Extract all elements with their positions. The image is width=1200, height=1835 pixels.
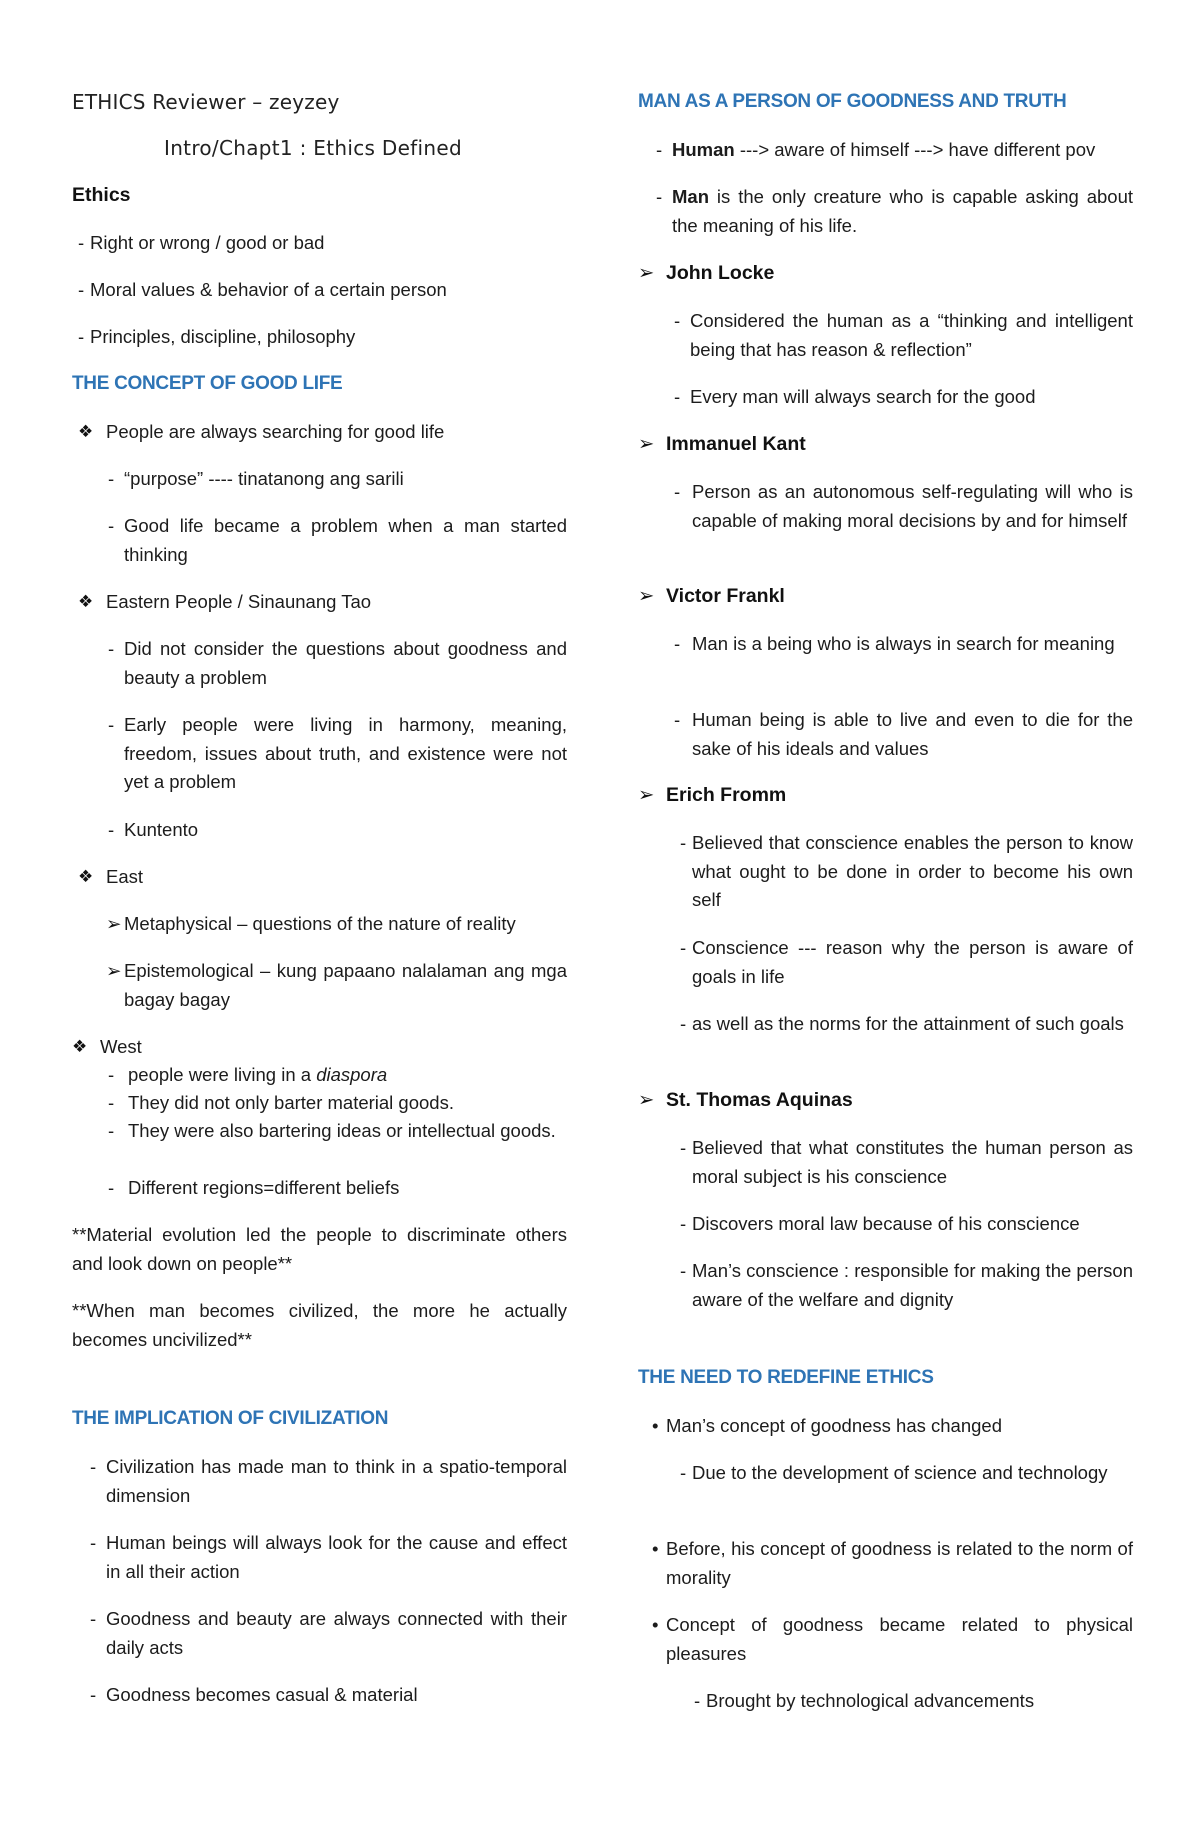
dash-marker: - — [656, 139, 663, 160]
dash-marker: - — [680, 1013, 687, 1034]
list-item: - Human ---> aware of himself ---> have different pov — [672, 136, 1133, 165]
dash-marker: - — [108, 1177, 115, 1198]
bullet-dot-icon: • — [652, 1614, 659, 1635]
heading-civilization: THE IMPLICATION OF CIVILIZATION — [72, 1408, 389, 1429]
diamond-bullet-icon: ❖ — [78, 592, 94, 611]
dash-marker: - — [108, 1120, 115, 1141]
arrow-bullet-icon: ➢ — [638, 433, 655, 455]
diamond-bullet-item: ❖ People are always searching for good life — [106, 418, 567, 447]
dash-marker: - — [108, 515, 115, 536]
philosopher-heading: ➢ John Locke — [666, 259, 1133, 288]
list-item: - Man’s conscience : responsible for making the person aware of the welfare and dignity — [692, 1257, 1133, 1314]
bullet-dot-icon: • — [652, 1415, 659, 1436]
heading-person-goodness-truth: MAN AS A PERSON OF GOODNESS AND TRUTH — [638, 91, 1067, 112]
list-item: - Civilization has made man to think in a spatio-temporal dimension — [106, 1453, 567, 1510]
dash-marker: - — [108, 714, 115, 735]
heading-good-life: THE CONCEPT OF GOOD LIFE — [72, 373, 343, 394]
list-item: - Believed that conscience enables the person to know what ought to be done in order to become his own self — [692, 829, 1133, 915]
list-item: - Every man will always search for the good — [690, 383, 1133, 412]
dash-marker: - — [90, 1608, 97, 1629]
heading-redefine-ethics: THE NEED TO REDEFINE ETHICS — [638, 1367, 934, 1388]
list-item: - Due to the development of science and technology — [692, 1459, 1133, 1488]
list-item: - “purpose” ---- tinatanong ang sarili — [124, 465, 567, 494]
list-item: - Moral values & behavior of a certain person — [90, 276, 567, 305]
dash-marker: - — [680, 1213, 687, 1234]
bullet-item: • Before, his concept of goodness is related to the norm of morality — [666, 1535, 1133, 1592]
bullet-dot-icon: • — [652, 1538, 659, 1559]
dash-marker: - — [680, 1462, 687, 1483]
dash-marker: - — [108, 1064, 115, 1085]
note-paragraph: **When man becomes civilized, the more he actually becomes uncivilized** — [72, 1300, 567, 1350]
list-item: - Considered the human as a “thinking and intelligent being that has reason & reflection” — [690, 307, 1133, 364]
list-item: - Man is a being who is always in search for meaning — [692, 630, 1133, 659]
list-item: - Goodness becomes casual & material — [106, 1681, 567, 1710]
list-item: - as well as the norms for the attainment of such goals — [692, 1010, 1133, 1039]
list-item: - Early people were living in harmony, meaning, freedom, issues about truth, and existence were not yet a problem — [124, 711, 567, 797]
diamond-bullet-icon: ❖ — [72, 1037, 88, 1056]
arrow-bullet-item: ➢ Metaphysical – questions of the nature of reality — [124, 910, 567, 939]
dash-marker: - — [90, 1532, 97, 1553]
dash-marker: - — [108, 1092, 115, 1113]
list-item: - Believed that what constitutes the human person as moral subject is his conscience — [692, 1134, 1133, 1191]
dash-marker: - — [680, 937, 687, 958]
arrow-bullet-icon: ➢ — [106, 960, 122, 981]
diamond-bullet-icon: ❖ — [78, 422, 94, 441]
heading-ethics: Ethics — [72, 184, 131, 206]
dash-marker: - — [108, 468, 115, 489]
dash-marker: - — [674, 386, 681, 407]
list-item: - people were living in a diaspora — [128, 1061, 567, 1090]
list-item: - Kuntento — [124, 816, 567, 845]
dash-marker: - — [108, 638, 115, 659]
list-item: - Different regions=different beliefs — [128, 1174, 567, 1203]
list-item: - Principles, discipline, philosophy — [90, 323, 567, 352]
philosopher-heading: ➢ Victor Frankl — [666, 582, 1133, 611]
arrow-bullet-item: ➢ Epistemological – kung papaano nalalaman ang mga bagay bagay — [124, 957, 567, 1014]
dash-marker: - — [90, 1684, 97, 1705]
list-item: - They were also bartering ideas or intellectual goods. — [128, 1117, 567, 1146]
list-item: - Conscience --- reason why the person is aware of goals in life — [692, 934, 1133, 991]
bullet-item: • Concept of goodness became related to physical pleasures — [666, 1611, 1133, 1668]
dash-marker: - — [78, 326, 85, 347]
list-item: - Brought by technological advancements — [706, 1687, 1133, 1716]
philosopher-heading: ➢ St. Thomas Aquinas — [666, 1086, 1133, 1115]
list-item: - They did not only barter material goods. — [128, 1089, 567, 1118]
list-item: - Right or wrong / good or bad — [90, 229, 567, 258]
diamond-bullet-icon: ❖ — [78, 867, 94, 886]
dash-marker: - — [78, 232, 85, 253]
bullet-item: • Man’s concept of goodness has changed — [666, 1412, 1133, 1441]
philosopher-heading: ➢ Immanuel Kant — [666, 430, 1133, 459]
list-item: - Discovers moral law because of his conscience — [692, 1210, 1133, 1239]
list-item: - Good life became a problem when a man started thinking — [124, 512, 567, 569]
dash-marker: - — [674, 709, 681, 730]
dash-marker: - — [674, 633, 681, 654]
arrow-bullet-icon: ➢ — [106, 913, 122, 934]
arrow-bullet-icon: ➢ — [638, 784, 655, 806]
diamond-bullet-item: ❖ West — [100, 1033, 567, 1062]
arrow-bullet-icon: ➢ — [638, 1089, 655, 1111]
dash-marker: - — [680, 1260, 687, 1281]
document-title: ETHICS Reviewer – zeyzey — [72, 90, 340, 114]
philosopher-heading: ➢ Erich Fromm — [666, 781, 1133, 810]
dash-marker: - — [90, 1456, 97, 1477]
list-item: - Man is the only creature who is capable asking about the meaning of his life. — [672, 183, 1133, 240]
note-paragraph: **Material evolution led the people to discriminate others and look down on people** — [72, 1224, 567, 1274]
dash-marker: - — [78, 279, 85, 300]
list-item: - Goodness and beauty are always connected with their daily acts — [106, 1605, 567, 1662]
diamond-bullet-item: ❖ East — [106, 863, 567, 892]
dash-marker: - — [680, 832, 687, 853]
list-item: - Did not consider the questions about goodness and beauty a problem — [124, 635, 567, 692]
dash-marker: - — [674, 310, 681, 331]
list-item: - Human being is able to live and even to die for the sake of his ideals and values — [692, 706, 1133, 763]
arrow-bullet-icon: ➢ — [638, 585, 655, 607]
arrow-bullet-icon: ➢ — [638, 262, 655, 284]
dash-marker: - — [694, 1690, 701, 1711]
document-subtitle: Intro/Chapt1 : Ethics Defined — [164, 136, 462, 160]
dash-marker: - — [108, 819, 115, 840]
diamond-bullet-item: ❖ Eastern People / Sinaunang Tao — [106, 588, 567, 617]
dash-marker: - — [674, 481, 681, 502]
list-item: - Person as an autonomous self-regulating will who is capable of making moral decisions by and for himself — [692, 478, 1133, 535]
list-item: - Human beings will always look for the cause and effect in all their action — [106, 1529, 567, 1586]
dash-marker: - — [656, 186, 663, 207]
dash-marker: - — [680, 1137, 687, 1158]
